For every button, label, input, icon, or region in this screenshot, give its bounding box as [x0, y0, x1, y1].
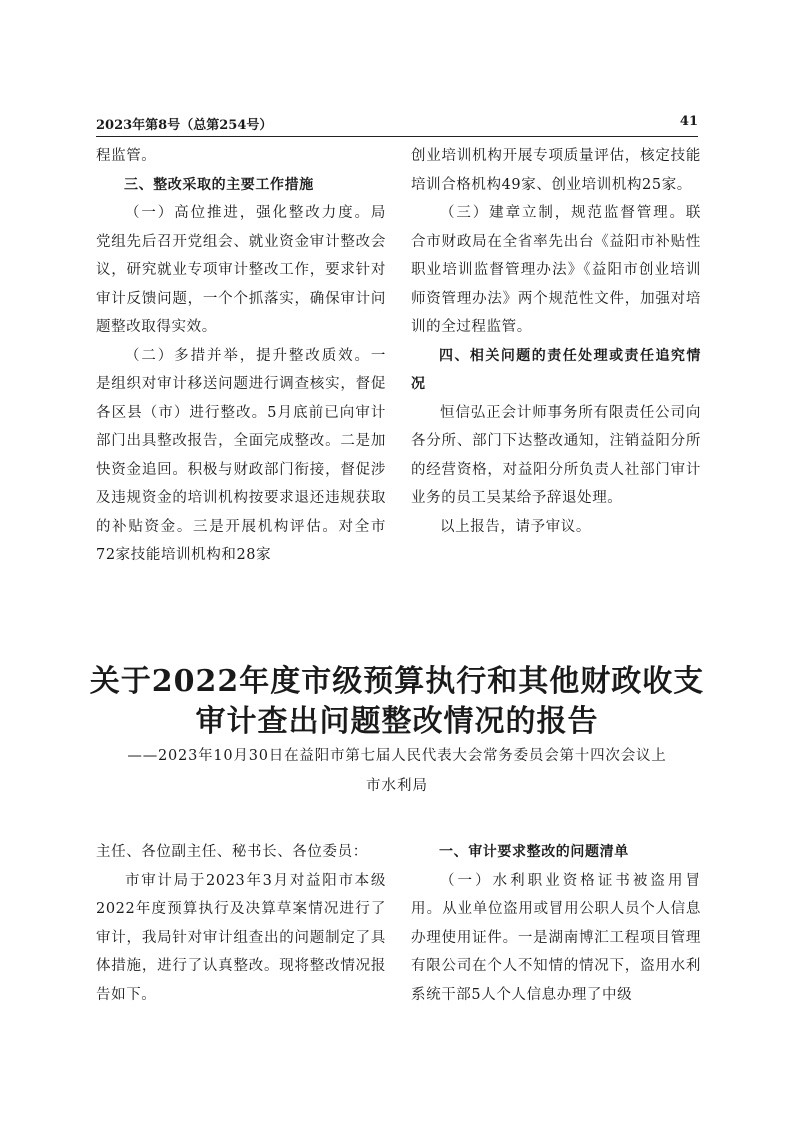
bottom-left-column: [96, 838, 386, 1009]
article-title-line1: 关于2022年度市级预算执行和其他财政收支: [89, 664, 705, 699]
top-right-column: [411, 142, 701, 541]
page-number: 41: [679, 114, 698, 129]
paragraph-text: 局党组先后召开党组会、就业资金审计整改会议，研究就业专项审计整改工作，要求针对审计反馈问题，一个个抓落实，确保审计问题整改取得实效。: [96, 205, 386, 335]
subsection-title: （二）多措并举，提升整改质效。: [125, 347, 371, 364]
paragraph: 市审计局于2023年3月对益阳市本级2022年度预算执行及决算草案情况进行了审计，我局针对审计组查出的问题制定了具体措施，进行了认真整改。现将整改情况报告如下。: [96, 872, 386, 1003]
subsection-title: （三）建章立制，规范监督管理。: [440, 205, 686, 221]
paragraph: 创业培训机构开展专项质量评估，核定技能培训合格机构49家、创业培训机构25家。: [411, 148, 701, 193]
paragraph: 恒信弘正会计师事务所有限责任公司向各分所、部门下达整改通知，注销益阳分所的经营资格，对益阳分所负责人社部门审计业务的员工吴某给予辞退处理。: [411, 404, 701, 506]
paragraph: 程监管。: [96, 148, 157, 164]
issue-label: 2023年第8号（总第254号）: [96, 118, 273, 133]
section-heading-1: 一、审计要求整改的问题清单: [439, 844, 629, 860]
header-rule: [96, 136, 698, 137]
paragraph: [411, 867, 701, 1010]
article-author: 市水利局: [366, 778, 428, 794]
article-subtitle: ——2023年10月30日在益阳市第七届人民代表大会常务委员会第十四次会议上: [127, 748, 667, 764]
closing-line: 以上报告，请予审议。: [440, 518, 591, 535]
running-header: [96, 114, 698, 136]
paragraph-text: 联合市财政局在全省率先出台《益阳市补贴性职业培训监督管理办法》《益阳市创业培训师资管理办法》两个规范性文件，加强对培训的全过程监管。: [411, 205, 701, 335]
subsection-title: （一）水利职业资格证书被盗用冒用。: [411, 872, 701, 917]
article-title-line2: 审计查出问题整改情况的报告: [195, 704, 599, 739]
top-left-column: [96, 142, 386, 570]
paragraph-text: 从业单位盗用或冒用公职人员个人信息办理使用证件。一是湖南博汇工程项目管理有限公司在个人不知情的情况下，盗用水利系统干部5人个人信息办理了中级: [411, 901, 702, 1003]
section-heading-4: 四、相关问题的责任处理或责任追究情况: [411, 347, 701, 392]
salutation: 主任、各位副主任、秘书长、各位委员：: [96, 844, 368, 860]
paragraph: [96, 199, 386, 342]
subsection-title: （一）高位推进，强化整改力度。: [125, 205, 371, 221]
bottom-right-column: [411, 838, 701, 1009]
paragraph: [411, 199, 701, 342]
paragraph-text: 一是组织对审计移送问题进行调查核实，督促各区县（市）进行整改。5月底前已向审计部门出具整改报告，全面完成整改。二是加快资金追回。积极与财政部门衔接，督促涉及违规资金的培训机构按要求退还违规获取的补贴资金。三是开展机构评估。对全市72家技能培训机构和28家: [96, 347, 386, 563]
paragraph: [96, 342, 386, 570]
section-heading-3: 三、整改采取的主要工作措施: [124, 176, 314, 193]
